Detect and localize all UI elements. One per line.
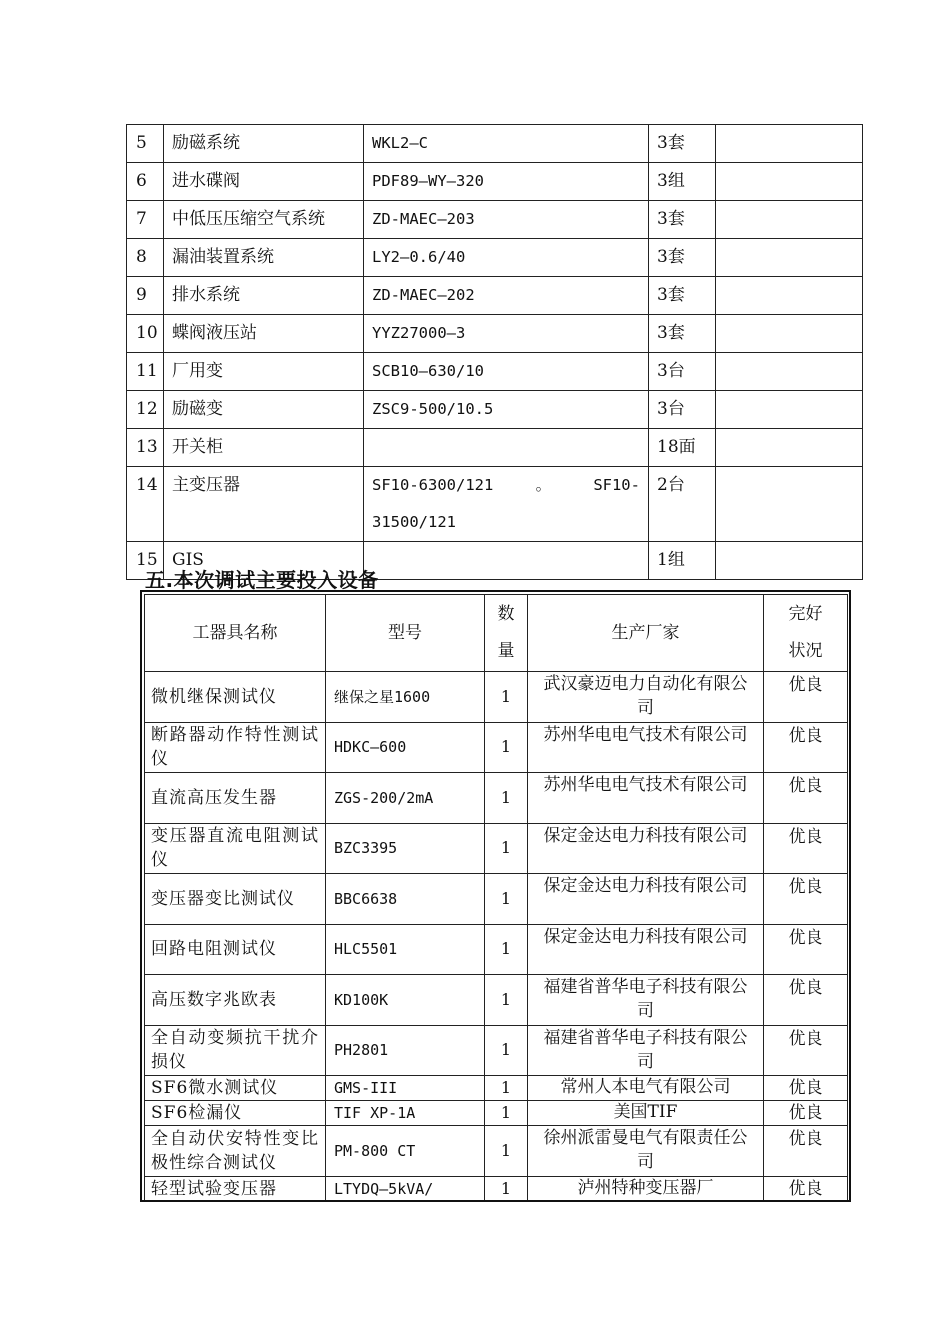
header-qty: [485, 595, 528, 672]
row-number: 9: [127, 277, 164, 315]
header-qty-line1: 数: [497, 604, 515, 624]
equipment-table: [126, 124, 863, 580]
equipment-name: 开关柜: [164, 429, 364, 467]
table-row: [145, 874, 848, 925]
tool-condition: 优良: [764, 1076, 848, 1101]
equipment-qty: 3台: [649, 353, 716, 391]
table-row: [127, 239, 863, 277]
tool-qty: 1: [485, 1176, 528, 1201]
tool-name: 变压器变比测试仪: [145, 874, 326, 925]
table-row: [145, 975, 848, 1026]
row-number: 13: [127, 429, 164, 467]
equipment-model: [364, 467, 649, 542]
table-row: [145, 1101, 848, 1126]
header-qty-line2: 量: [497, 641, 515, 661]
empty-cell: [716, 277, 863, 315]
equipment-name: 排水系统: [164, 277, 364, 315]
test-equipment-table: [144, 594, 848, 1202]
tool-name: SF6微水测试仪: [145, 1076, 326, 1101]
table-row: [145, 1176, 848, 1201]
tool-model: BZC3395: [326, 823, 485, 874]
table-row: [127, 429, 863, 467]
row-number: 8: [127, 239, 164, 277]
empty-cell: [716, 315, 863, 353]
tool-qty: 1: [485, 924, 528, 975]
tool-condition: 优良: [764, 823, 848, 874]
tool-qty: 1: [485, 1126, 528, 1177]
row-number: 10: [127, 315, 164, 353]
tool-manufacturer: 苏州华电电气技术有限公司: [528, 722, 764, 773]
equipment-model: LY2—0.6/40: [364, 239, 649, 277]
equipment-model: ZD-MAEC—203: [364, 201, 649, 239]
tool-name: 直流高压发生器: [145, 773, 326, 824]
table-row: [127, 277, 863, 315]
tool-manufacturer: 苏州华电电气技术有限公司: [528, 773, 764, 824]
tool-condition: 优良: [764, 672, 848, 723]
tool-manufacturer: 徐州派雷曼电气有限责任公司: [528, 1126, 764, 1177]
tool-model: HDKC—600: [326, 722, 485, 773]
tool-condition: 优良: [764, 975, 848, 1026]
section-heading: 五.本次调试主要投入设备: [145, 568, 379, 592]
tool-condition: 优良: [764, 773, 848, 824]
equipment-name: 进水碟阀: [164, 163, 364, 201]
empty-cell: [716, 163, 863, 201]
tool-qty: 1: [485, 1101, 528, 1126]
equipment-name: GIS: [164, 542, 364, 580]
equipment-model: ZSC9-500/10.5: [364, 391, 649, 429]
tool-condition: 优良: [764, 1025, 848, 1076]
tool-manufacturer: 保定金达电力科技有限公司: [528, 874, 764, 925]
tool-model: PM-800 CT: [326, 1126, 485, 1177]
header-manufacturer: 生产厂家: [528, 595, 764, 672]
empty-cell: [716, 201, 863, 239]
empty-cell: [716, 467, 863, 542]
equipment-qty: 2台: [649, 467, 716, 542]
header-model: 型号: [326, 595, 485, 672]
equipment-model: WKL2—C: [364, 125, 649, 163]
table-row: [145, 773, 848, 824]
tool-model: GMS-III: [326, 1076, 485, 1101]
tool-manufacturer: 美国TIF: [528, 1101, 764, 1126]
table-row: [127, 391, 863, 429]
tool-condition: 优良: [764, 1101, 848, 1126]
tool-model: ZGS-200/2mA: [326, 773, 485, 824]
tool-condition: 优良: [764, 874, 848, 925]
table-row: [145, 1076, 848, 1101]
row-number: 6: [127, 163, 164, 201]
equipment-qty: 3套: [649, 125, 716, 163]
row-number: 12: [127, 391, 164, 429]
model-part-c: 31500/121: [372, 513, 456, 531]
tool-qty: 1: [485, 672, 528, 723]
tool-name: 高压数字兆欧表: [145, 975, 326, 1026]
equipment-model: [364, 542, 649, 580]
table-row: [145, 1126, 848, 1177]
row-number: 11: [127, 353, 164, 391]
tool-model: 继保之星1600: [326, 672, 485, 723]
equipment-name: 漏油装置系统: [164, 239, 364, 277]
tool-qty: 1: [485, 975, 528, 1026]
tool-model: LTYDQ—5kVA/: [326, 1176, 485, 1201]
tool-qty: 1: [485, 722, 528, 773]
tool-qty: 1: [485, 1076, 528, 1101]
equipment-model: SCB10—630/10: [364, 353, 649, 391]
equipment-model: ZD-MAEC—202: [364, 277, 649, 315]
tool-model: HLC5501: [326, 924, 485, 975]
tool-model: PH2801: [326, 1025, 485, 1076]
header-condition-line2: 状况: [788, 641, 823, 661]
tool-condition: 优良: [764, 924, 848, 975]
tool-name: 全自动伏安特性变比极性综合测试仪: [145, 1126, 326, 1177]
empty-cell: [716, 429, 863, 467]
tool-manufacturer: 保定金达电力科技有限公司: [528, 924, 764, 975]
tool-name: SF6检漏仪: [145, 1101, 326, 1126]
test-equipment-table-frame: [140, 590, 851, 1202]
equipment-name: 主变压器: [164, 467, 364, 542]
table-row: [145, 672, 848, 723]
empty-cell: [716, 353, 863, 391]
equipment-name: 中低压压缩空气系统: [164, 201, 364, 239]
equipment-model: PDF89—WY—320: [364, 163, 649, 201]
row-number: 15: [127, 542, 164, 580]
model-separator: 。: [535, 476, 552, 494]
equipment-qty: 1组: [649, 542, 716, 580]
equipment-qty: 3套: [649, 277, 716, 315]
header-row: [145, 595, 848, 672]
tool-manufacturer: 福建省普华电子科技有限公司: [528, 975, 764, 1026]
table-row: [145, 722, 848, 773]
empty-cell: [716, 239, 863, 277]
tool-manufacturer: 常州人本电气有限公司: [528, 1076, 764, 1101]
tool-manufacturer: 福建省普华电子科技有限公司: [528, 1025, 764, 1076]
equipment-qty: 18面: [649, 429, 716, 467]
equipment-qty: 3套: [649, 239, 716, 277]
equipment-qty: 3台: [649, 391, 716, 429]
equipment-qty: 3套: [649, 201, 716, 239]
tool-qty: 1: [485, 773, 528, 824]
table-row: [145, 1025, 848, 1076]
table-row: [145, 924, 848, 975]
tool-manufacturer: 保定金达电力科技有限公司: [528, 823, 764, 874]
header-condition-line1: 完好: [788, 604, 823, 624]
table-row: [127, 125, 863, 163]
tool-model: TIF XP-1A: [326, 1101, 485, 1126]
tool-manufacturer: 武汉豪迈电力自动化有限公司: [528, 672, 764, 723]
equipment-model: YYZ27000—3: [364, 315, 649, 353]
empty-cell: [716, 391, 863, 429]
tool-condition: 优良: [764, 1126, 848, 1177]
table-row: [145, 823, 848, 874]
tool-condition: 优良: [764, 1176, 848, 1201]
tool-name: 断路器动作特性测试仪: [145, 722, 326, 773]
equipment-model: [364, 429, 649, 467]
tool-manufacturer: 泸州特种变压器厂: [528, 1176, 764, 1201]
tool-qty: 1: [485, 874, 528, 925]
table-row: [127, 315, 863, 353]
header-name: 工器具名称: [145, 595, 326, 672]
row-number: 7: [127, 201, 164, 239]
tool-name: 轻型试验变压器: [145, 1176, 326, 1201]
tool-qty: 1: [485, 823, 528, 874]
table-row: [127, 353, 863, 391]
empty-cell: [716, 125, 863, 163]
equipment-qty: 3组: [649, 163, 716, 201]
model-part-a: SF10-6300/121: [372, 476, 494, 494]
row-number: 5: [127, 125, 164, 163]
tool-name: 变压器直流电阻测试仪: [145, 823, 326, 874]
tool-qty: 1: [485, 1025, 528, 1076]
tool-name: 回路电阻测试仪: [145, 924, 326, 975]
equipment-name: 励磁系统: [164, 125, 364, 163]
tool-condition: 优良: [764, 722, 848, 773]
table-row: [127, 163, 863, 201]
row-number: 14: [127, 467, 164, 542]
table-row: [127, 201, 863, 239]
equipment-qty: 3套: [649, 315, 716, 353]
table-row: [127, 467, 863, 542]
equipment-name: 厂用变: [164, 353, 364, 391]
tool-model: KD100K: [326, 975, 485, 1026]
tool-name: 全自动变频抗干扰介损仪: [145, 1025, 326, 1076]
empty-cell: [716, 542, 863, 580]
equipment-name: 蝶阀液压站: [164, 315, 364, 353]
tool-name: 微机继保测试仪: [145, 672, 326, 723]
tool-model: BBC6638: [326, 874, 485, 925]
model-part-b: SF10-: [593, 476, 640, 494]
header-condition: [764, 595, 848, 672]
equipment-name: 励磁变: [164, 391, 364, 429]
